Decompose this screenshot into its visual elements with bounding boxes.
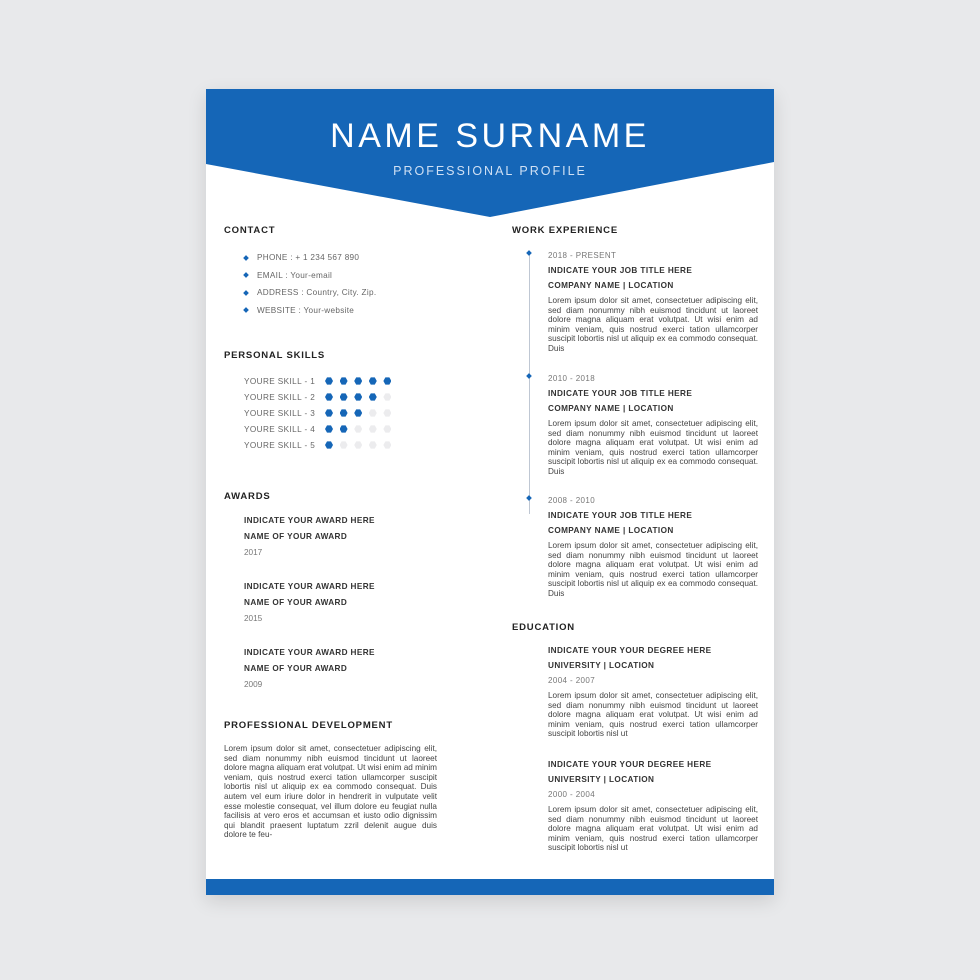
footer-bar	[206, 879, 774, 895]
skills-heading: PERSONAL SKILLS	[224, 350, 326, 361]
resume-name: NAME SURNAME	[330, 117, 650, 155]
education-entry	[548, 757, 758, 853]
job-entry	[548, 371, 758, 477]
contact-phone-text: PHONE : + 1 234 567 890	[257, 253, 360, 263]
skills-list	[244, 373, 398, 453]
skill-dot-filled	[354, 377, 362, 385]
education-years: 2004 - 2007	[548, 676, 596, 685]
experience-heading: WORK EXPERIENCE	[512, 225, 618, 236]
skill-dot-filled	[325, 377, 333, 385]
contact-list	[244, 249, 376, 319]
skill-dot-empty	[383, 425, 391, 433]
skill-label: YOURE SKILL - 3	[244, 408, 316, 418]
skill-dot-filled	[369, 393, 377, 401]
education-degree: INDICATE YOUR YOUR DEGREE HERE	[548, 646, 712, 655]
job-description: Lorem ipsum dolor sit amet, consectetuer adipiscing elit, sed diam nonummy nibh euismod tincidunt ut laoreet dolore magna aliquam erat volutpat. Ut wisi enim ad minim veniam, quis nostrud exerci tation ullamcorper suscipit lobortis nisl ut aliquip ex ea commodo consequat. Duis	[548, 296, 758, 353]
contact-heading: CONTACT	[224, 225, 276, 236]
job-description: Lorem ipsum dolor sit amet, consectetuer adipiscing elit, sed diam nonummy nibh euismod tincidunt ut laoreet dolore magna aliquam erat volutpat. Ut wisi enim ad minim veniam, quis nostrud exerci tation ullamcorper suscipit lobortis nisl ut aliquip ex ea commodo consequat. Duis	[548, 541, 758, 598]
timeline-line	[529, 252, 530, 514]
skill-dot-filled	[354, 393, 362, 401]
skill-rating	[325, 393, 398, 401]
education-university: UNIVERSITY | LOCATION	[548, 661, 655, 670]
bullet-icon	[243, 307, 249, 313]
bullet-icon	[243, 272, 249, 278]
contact-email-text: EMAIL : Your-email	[257, 270, 333, 280]
skill-dot-filled	[325, 393, 333, 401]
bullet-icon	[243, 290, 249, 296]
education-degree: INDICATE YOUR YOUR DEGREE HERE	[548, 760, 712, 769]
resume-page	[206, 89, 774, 895]
job-entry	[548, 493, 758, 599]
skill-dot-filled	[340, 377, 348, 385]
contact-phone	[244, 249, 376, 267]
skill-label: YOURE SKILL - 5	[244, 440, 316, 450]
education-description: Lorem ipsum dolor sit amet, consectetuer adipiscing elit, sed diam nonummy nibh euismod tincidunt ut laoreet dolore magna aliquam erat volutpat. Ut wisi enim ad minim veniam, quis nostrud exerci tation ullamcorper suscipit lobortis nisl ut	[548, 805, 758, 853]
skill-dot-empty	[340, 441, 348, 449]
skill-dot-empty	[383, 393, 391, 401]
skill-dot-filled	[369, 377, 377, 385]
skill-dot-filled	[325, 441, 333, 449]
skill-row	[244, 405, 398, 421]
skill-dot-empty	[383, 441, 391, 449]
bullet-icon	[243, 255, 249, 261]
development-text: Lorem ipsum dolor sit amet, consectetuer adipiscing elit, sed diam nonummy nibh euismod tincidunt ut laoreet dolore magna aliquam erat volutpat. Ut wisi enim ad minim veniam, quis nostrud exerci tation ullamcorper suscipit lobortis nisl ut aliquip ex ea commodo consequat. Duis autem vel eum iriure dolor in hendrerit in vulputate velit esse molestie consequat, vel illum dolore eu feugiat nulla facilisis at vero eros et accumsan et iusto odio dignissim qui blandit praesent luptatum zzril delenit augue duis dolore te feu-	[224, 744, 437, 840]
award-item	[244, 645, 375, 693]
job-date: 2008 - 2010	[548, 496, 596, 505]
skill-row	[244, 437, 398, 453]
contact-address	[244, 284, 376, 302]
award-name: NAME OF YOUR AWARD	[244, 532, 348, 541]
skill-rating	[325, 441, 398, 449]
skill-dot-filled	[340, 393, 348, 401]
job-company: COMPANY NAME | LOCATION	[548, 526, 674, 535]
award-title: INDICATE YOUR AWARD HERE	[244, 582, 375, 591]
education-entry	[548, 643, 758, 739]
award-item	[244, 513, 375, 561]
job-description: Lorem ipsum dolor sit amet, consectetuer adipiscing elit, sed diam nonummy nibh euismod tincidunt ut laoreet dolore magna aliquam erat volutpat. Ut wisi enim ad minim veniam, quis nostrud exerci tation ullamcorper suscipit lobortis nisl ut aliquip ex ea commodo consequat. Duis	[548, 419, 758, 476]
skill-label: YOURE SKILL - 4	[244, 424, 316, 434]
award-year: 2015	[244, 614, 263, 623]
job-company: COMPANY NAME | LOCATION	[548, 281, 674, 290]
skill-dot-filled	[354, 409, 362, 417]
skill-dot-filled	[325, 409, 333, 417]
award-title: INDICATE YOUR AWARD HERE	[244, 648, 375, 657]
contact-website	[244, 302, 376, 320]
resume-subtitle: PROFESSIONAL PROFILE	[393, 164, 587, 178]
job-company: COMPANY NAME | LOCATION	[548, 404, 674, 413]
contact-website-text: WEBSITE : Your-website	[257, 305, 355, 315]
skill-label: YOURE SKILL - 2	[244, 392, 316, 402]
education-description: Lorem ipsum dolor sit amet, consectetuer adipiscing elit, sed diam nonummy nibh euismod tincidunt ut laoreet dolore magna aliquam erat volutpat. Ut wisi enim ad minim veniam, quis nostrud exerci tation ullamcorper suscipit lobortis nisl ut	[548, 691, 758, 739]
awards-heading: AWARDS	[224, 491, 271, 502]
job-date: 2018 - PRESENT	[548, 251, 617, 260]
skill-row	[244, 373, 398, 389]
award-year: 2009	[244, 680, 263, 689]
skill-dot-filled	[325, 425, 333, 433]
job-date: 2010 - 2018	[548, 374, 596, 383]
skill-dot-empty	[383, 409, 391, 417]
award-item	[244, 579, 375, 627]
skill-dot-filled	[383, 377, 391, 385]
award-name: NAME OF YOUR AWARD	[244, 598, 348, 607]
skill-dot-empty	[369, 441, 377, 449]
skill-dot-empty	[354, 425, 362, 433]
timeline-marker-icon	[526, 495, 532, 501]
development-heading: PROFESSIONAL DEVELOPMENT	[224, 720, 393, 731]
timeline-marker-icon	[526, 373, 532, 379]
skill-dot-filled	[340, 409, 348, 417]
skill-rating	[325, 425, 398, 433]
skill-rating	[325, 377, 398, 385]
skill-rating	[325, 409, 398, 417]
contact-email	[244, 267, 376, 285]
award-title: INDICATE YOUR AWARD HERE	[244, 516, 375, 525]
skill-dot-empty	[369, 409, 377, 417]
award-name: NAME OF YOUR AWARD	[244, 664, 348, 673]
job-title: INDICATE YOUR JOB TITLE HERE	[548, 266, 693, 275]
contact-address-text: ADDRESS : Country, City. Zip.	[257, 288, 377, 298]
header-banner	[206, 89, 774, 219]
skill-row	[244, 421, 398, 437]
job-title: INDICATE YOUR JOB TITLE HERE	[548, 511, 693, 520]
skill-dot-empty	[369, 425, 377, 433]
timeline-marker-icon	[526, 250, 532, 256]
skill-dot-empty	[354, 441, 362, 449]
awards-list	[244, 513, 375, 711]
education-heading: EDUCATION	[512, 622, 575, 633]
job-title: INDICATE YOUR JOB TITLE HERE	[548, 389, 693, 398]
award-year: 2017	[244, 548, 263, 557]
education-university: UNIVERSITY | LOCATION	[548, 775, 655, 784]
job-entry	[548, 248, 758, 354]
skill-row	[244, 389, 398, 405]
education-years: 2000 - 2004	[548, 790, 596, 799]
skill-dot-filled	[340, 425, 348, 433]
skill-label: YOURE SKILL - 1	[244, 376, 316, 386]
